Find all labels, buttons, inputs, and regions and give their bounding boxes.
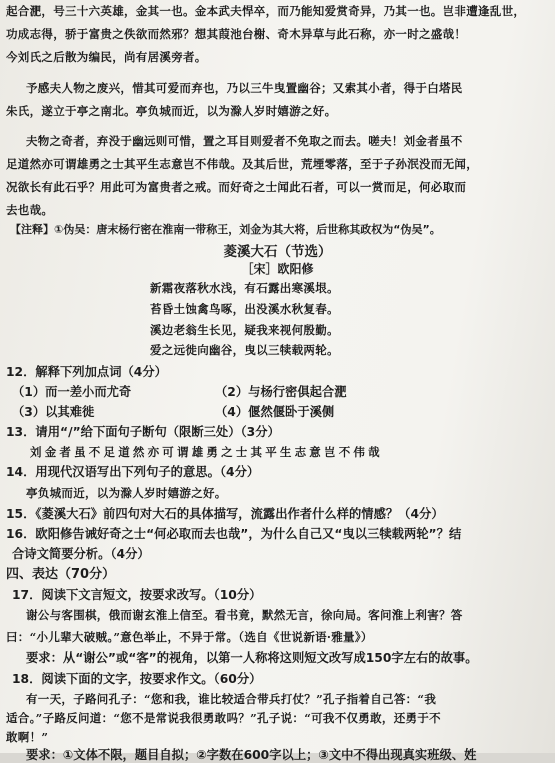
question-17: 17．阅读下文言短文，按要求改写。（10分） [12, 588, 262, 602]
passage-line: 足道然亦可谓雄勇之士其平生志意岂不伟哉。及其后世，荒堙零落，至于子孙泯没而无闻， [6, 157, 478, 171]
passage-line: 朱氏，遂立于亭之南北。亭负城而近，以为滁人岁时嬉游之好。 [6, 104, 337, 118]
passage-line: 功成志得，骄于富贵之佚欲而然邪？想其葭池台榭、奇木异草与此石称，亦一时之盛哉！ [6, 27, 467, 41]
question-12-item: （3）以其难徙 [12, 405, 95, 419]
question-13: 13．请用“/”给下面句子断句（限断三处）（3分） [6, 425, 280, 439]
poem-title: 菱溪大石（节选） [223, 244, 332, 260]
question-18: 18．阅读下面的文字，按要求作文。（60分） [12, 672, 262, 686]
question-18-text: 有一天，子路问孔子：“您和我，谁比较适合带兵打仗？”孔子指着自己答：“我 [26, 692, 437, 706]
question-18-text: 适合。”子路反问道：“您不是常说我很勇敢吗？”孔子说：“可我不仅勇敢，还勇于不 [6, 711, 441, 725]
footnote: 【注释】①伪吴：唐末杨行密在淮南一带称王，刘金为其大将，后世称其政权为“伪吴”。 [10, 223, 441, 236]
question-14-sentence: 亭负城而近，以为滁人岁时嬉游之好。 [26, 486, 227, 500]
question-16: 16．欧阳修告诫好奇之士“何必取而去也哉”，为什么自己又“曳以三犊载两轮”？结 [6, 527, 462, 541]
passage-line: 夫物之奇者，弃没于幽远则可惜，置之耳目则爱者不免取之而去。嗟夫！刘金者虽不 [26, 134, 463, 148]
question-18-text: 敢啊！” [6, 730, 49, 744]
question-17-text: 曰：“小儿辈大破贼。”意色举止，不异于常。（选自《世说新语·雅量》） [6, 630, 373, 644]
question-12: 12．解释下列加点词（4分） [6, 365, 167, 379]
passage-line: 况欲长有此石乎？用此可为富贵者之戒。而好奇之士闻此石者，可以一赏而足，何必取而 [6, 180, 467, 194]
question-12-item: （4）偃然偃卧于溪侧 [215, 405, 335, 419]
question-18-requirement: 要求：①文体不限，题目自拟；②字数在600字以上；③文中不得出现真实班级、姓 [26, 748, 477, 762]
question-17-requirement: 要求：从“谢公”或“客”的视角，以第一人称将这则短文改写成150字左右的故事。 [26, 651, 478, 665]
poem-line: 爱之远徙向幽谷，曳以三犊载两轮。 [150, 343, 339, 357]
question-13-sentence: 刘金者虽不足道然亦可谓雄勇之士其平生志意岂不伟哉 [30, 445, 383, 459]
passage-line: 起合淝，号三十六英雄，金其一也。金本武夫悍卒，而乃能知爱赏奇异，乃其一也。岂非遭逢乱世， [6, 4, 526, 18]
question-12-item: （2）与杨行密俱起合淝 [215, 385, 347, 399]
poem-author: ［宋］欧阳修 [241, 262, 314, 276]
passage-line: 去也哉。 [6, 203, 54, 217]
question-14: 14．用现代汉语写出下列句子的意思。（4分） [6, 465, 260, 479]
question-12-item: （1）而一差小而尤奇 [12, 385, 132, 399]
passage-line: 予感夫人物之废兴，惜其可爱而弃也，乃以三牛曳置幽谷；又索其小者，得于白塔民 [26, 81, 463, 95]
passage-line: 今刘氏之后散为编民，尚有居溪旁者。 [6, 50, 207, 64]
question-16-cont: 合诗文简要分析。（4分） [12, 547, 150, 561]
poem-line: 溪边老翁生长见，疑我来视何殷勤。 [150, 323, 339, 337]
poem-line: 苔昏土蚀禽鸟啄，出没溪水秋复春。 [150, 302, 339, 316]
question-17-text: 谢公与客围棋，俄而谢玄淮上信至。看书竟，默然无言，徐向局。客问淮上利害？答 [26, 608, 463, 622]
poem-line: 新霜夜落秋水浅，有石露出寒溪垠。 [150, 281, 339, 295]
question-15: 15．《菱溪大石》前四句对大石的具体描写，流露出作者什么样的情感？（4分） [6, 507, 444, 521]
section-4-heading: 四、表达（70分） [6, 567, 116, 582]
